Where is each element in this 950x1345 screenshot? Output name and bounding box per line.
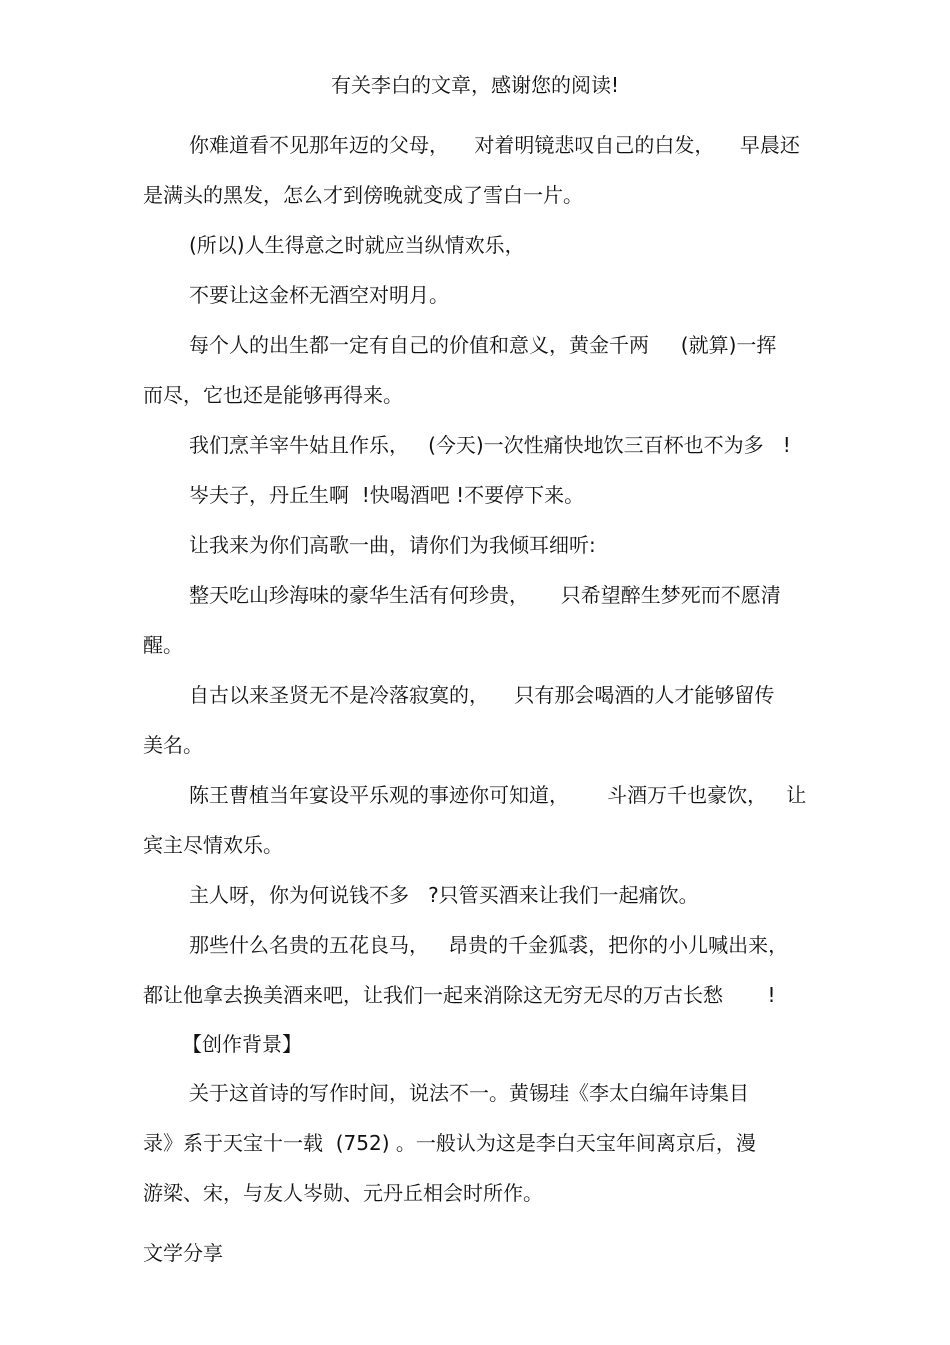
- body-line: 不要让这金杯无酒空对明月。: [189, 283, 449, 307]
- body-line: 主人呀，你为何说钱不多 ?只管买酒来让我们一起痛饮。: [189, 883, 699, 907]
- body-line: 美名。: [143, 733, 203, 757]
- body-line: 你难道看不见那年迈的父母， 对着明镜悲叹自己的白发， 早晨还: [189, 133, 800, 157]
- body-line: 自古以来圣贤无不是冷落寂寞的， 只有那会喝酒的人才能够留传: [189, 683, 775, 707]
- body-line: 游梁、宋，与友人岑勋、元丹丘相会时所作。: [143, 1181, 543, 1205]
- body-line: 岑夫子，丹丘生啊 !快喝酒吧 !不要停下来。: [189, 483, 585, 507]
- body-line: 醒。: [143, 633, 183, 657]
- body-line: 每个人的出生都一定有自己的价值和意义，黄金千两 (就算)一挥: [189, 333, 777, 357]
- body-line: (所以)人生得意之时就应当纵情欢乐，: [189, 233, 525, 257]
- section-heading: 【创作背景】: [182, 1032, 302, 1056]
- page-header: 有关李白的文章，感谢您的阅读!: [330, 73, 620, 97]
- body-line: 关于这首诗的写作时间，说法不一。黄锡珪《李太白编年诗集目: [189, 1081, 749, 1105]
- body-line: 录》系于天宝十一载 (752) 。一般认为这是李白天宝年间离京后，漫: [143, 1131, 756, 1155]
- body-line: 而尽，它也还是能够再得来。: [143, 383, 403, 407]
- body-line: 都让他拿去换美酒来吧，让我们一起来消除这无穷无尽的万古长愁 !: [143, 983, 776, 1007]
- body-line: 陈王曹植当年宴设平乐观的事迹你可知道， 斗酒万千也豪饮， 让: [189, 783, 807, 807]
- page-footer: 文学分享: [143, 1241, 223, 1265]
- body-line: 整天吃山珍海味的豪华生活有何珍贵， 只希望醉生梦死而不愿清: [189, 583, 781, 607]
- body-line: 宾主尽情欢乐。: [143, 833, 283, 857]
- body-line: 让我来为你们高歌一曲，请你们为我倾耳细听:: [189, 533, 596, 557]
- body-line: 那些什么名贵的五花良马， 昂贵的千金狐裘，把你的小儿喊出来，: [189, 933, 789, 957]
- body-line: 我们烹羊宰牛姑且作乐， (今天)一次性痛快地饮三百杯也不为多 !: [189, 433, 791, 457]
- body-line: 是满头的黑发，怎么才到傍晚就变成了雪白一片。: [143, 183, 583, 207]
